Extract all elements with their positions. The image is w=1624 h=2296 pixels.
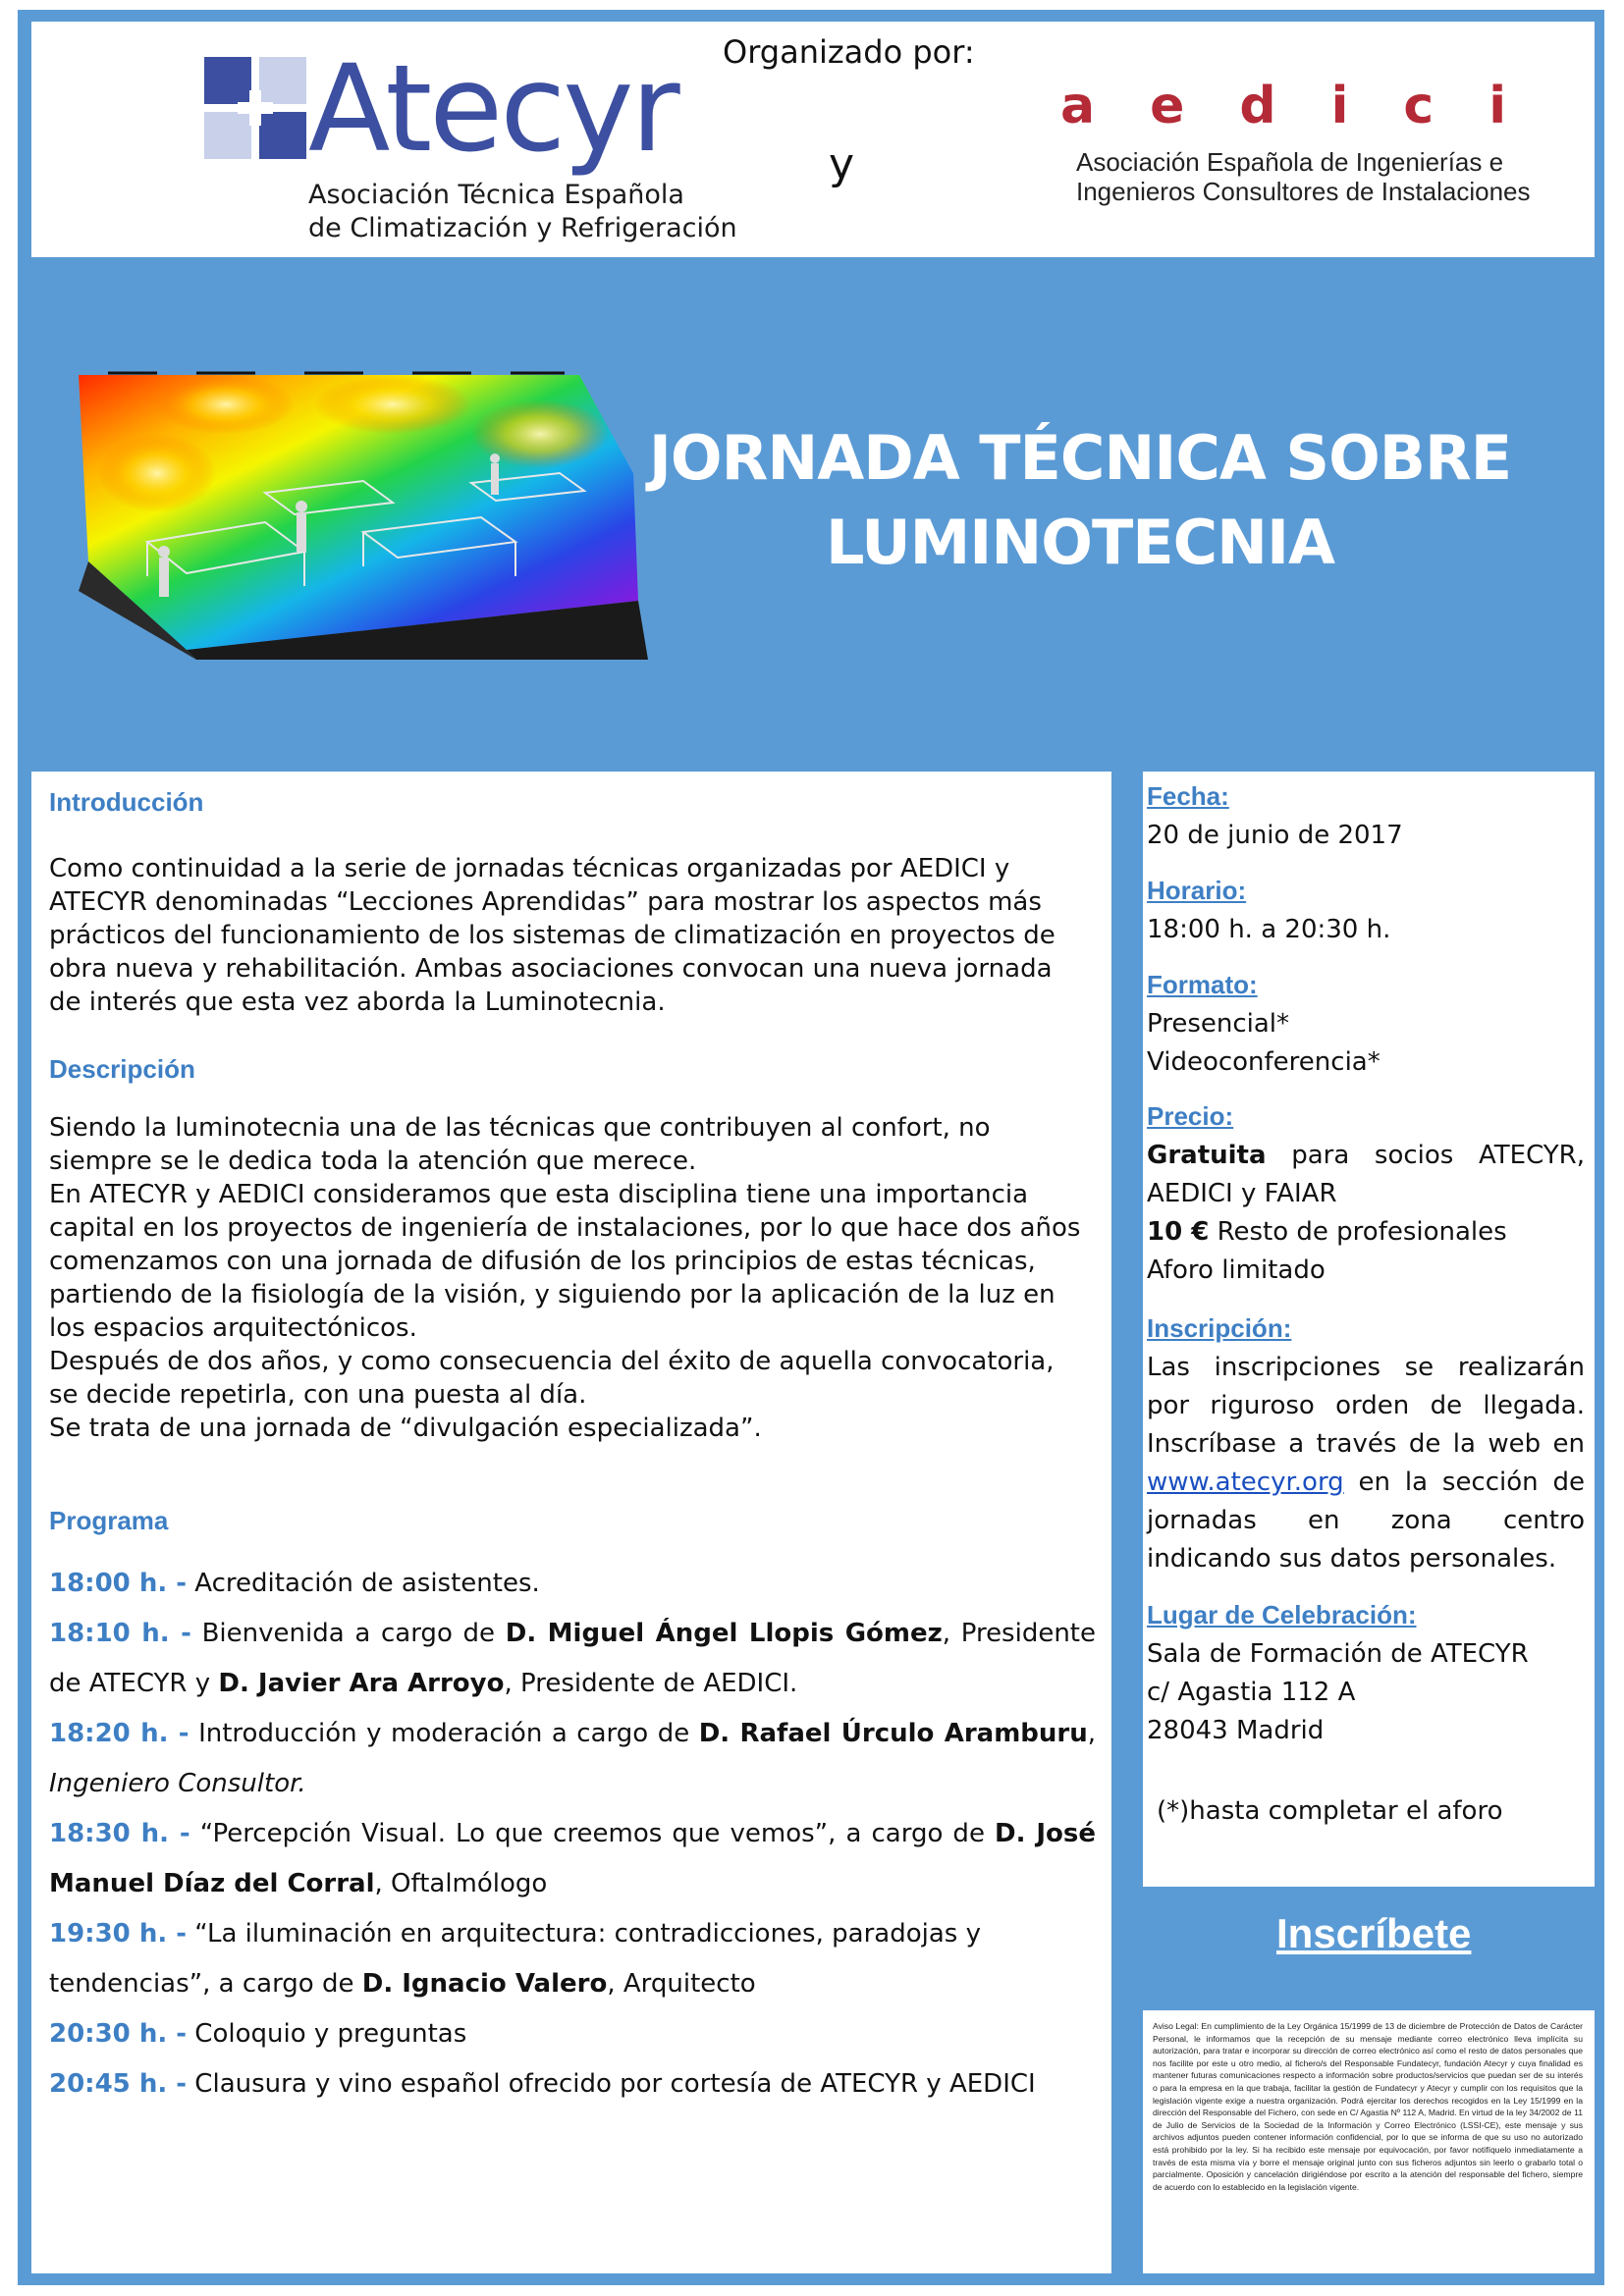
organizer-label: Organizado por: <box>723 33 975 71</box>
horario-value: 18:00 h. a 20:30 h. <box>1147 915 1391 944</box>
program-item: 18:10 h. - Bienvenida a cargo de D. Miguel Ángel Llopis Gómez, Presidente de ATECYR y D. Javier Ara Arroyo, Presidente de AEDICI. <box>49 1619 1096 1698</box>
header-panel <box>31 22 1595 257</box>
atecyr-logo-text: Atecyr <box>308 39 677 179</box>
program-item: 20:30 h. - Coloquio y preguntas <box>49 2019 467 2049</box>
main-content <box>31 772 1111 2273</box>
inscripcion-value: Las inscripciones se realizarán por riguroso orden de llegada. Inscríbase a través de la web en www.atecyr.org en la sección de jornadas en zona centro indicando sus datos personales. <box>1147 1353 1585 1574</box>
inscripcion-label: Inscripción: <box>1147 1313 1292 1343</box>
atecyr-logo-mark <box>204 57 306 159</box>
program-item: 18:20 h. - Introducción y moderación a cargo de D. Rafael Úrculo Aramburu, Ingeniero Consultor. <box>49 1719 1097 1798</box>
lugar-label: Lugar de Celebración: <box>1147 1600 1417 1629</box>
intro-heading: Introducción <box>49 787 204 817</box>
intro-text: Como continuidad a la serie de jornadas técnicas organizadas por AEDICI y ATECYR denominadas “Lecciones Aprendidas” para mostrar los aspectos más prácticos del funcionamiento de los sistemas de climatización en proyectos de obra nueva y rehabilitación. Ambas asociaciones convocan una nueva jornada de interés que esta vez aborda la Luminotecnia. <box>49 854 1056 1017</box>
lugar-value: Sala de Formación de ATECYR c/ Agastia 112 A 28043 Madrid <box>1147 1639 1529 1745</box>
event-title: JORNADA TÉCNICA SOBRE LUMINOTECNIA <box>648 422 1512 578</box>
register-link[interactable]: Inscríbete <box>1276 1910 1472 1956</box>
precio-label: Precio: <box>1147 1101 1234 1131</box>
aedici-logo-text: aedici <box>1060 77 1562 135</box>
atecyr-subtitle: Asociación Técnica Española de Climatización y Refrigeración <box>308 180 737 243</box>
conjunction: y <box>829 139 855 189</box>
fecha-value: 20 de junio de 2017 <box>1147 821 1403 850</box>
atecyr-website-link[interactable]: www.atecyr.org <box>1147 1468 1344 1497</box>
description-heading: Descripción <box>49 1054 195 1084</box>
formato-value: Presencial* Videoconferencia* <box>1147 1009 1380 1077</box>
program-item: 18:30 h. - “Percepción Visual. Lo que creemos que vemos”, a cargo de D. José Manuel Díaz del Corral, Oftalmólogo <box>49 1819 1097 1898</box>
description-text: Siendo la luminotecnia una de las técnicas que contribuyen al confort, no siempre se le dedica toda la atención que merece. En ATECYR y AEDICI consideramos que esta disciplina tiene una importancia capital en los proyectos de ingeniería de instalaciones, por lo que hace dos años comenzamos con una jornada de difusión de los principios de estas técnicas, partiendo de la fisiología de la visión, y siguiendo por la aplicación de la luz en los espacios arquitectónicos. Después de dos años, y como consecuencia del éxito de aquella convocatoria, se decide repetirla, con una puesta al día. Se trata de una jornada de “divulgación especializada”. <box>49 1113 1081 1443</box>
program-heading: Programa <box>49 1506 169 1535</box>
aedici-subtitle: Asociación Española de Ingenierías e Ingenieros Consultores de Instalaciones <box>1076 147 1531 206</box>
horario-label: Horario: <box>1147 876 1247 905</box>
program-item: 20:45 h. - Clausura y vino español ofrecido por cortesía de ATECYR y AEDICI <box>49 2069 1036 2099</box>
program-item: 18:00 h. - Acreditación de asistentes. <box>49 1569 540 1598</box>
legal-notice: Aviso Legal: En cumplimiento de la Ley Orgánica 15/1999 de 13 de diciembre de Protección de Datos de Carácter Personal, le informamos que la recepción de su mensaje mediante correo electrónico lleva implícita su autorización, para tratar e incorporar su dirección de correo electrónico así como el resto de datos personales que nos facilite por este u otro medio, al fichero/s del Responsable Fundatecyr, fundación Atecyr y cuya finalidad es mantener futuras comunicaciones respecto a información sobre productos/servicios que puedan ser de su interés o para la empresa en la que trabaja, facilitar la gestión de Fundatecyr y Atecyr y cumplir con los requisitos que la legislación vigente exige a nuestra organización. Podrá ejercitar los derechos recogidos en la Ley 15/1999 en la dirección del Responsable del Fichero, con sede en C/ Agastia Nº 112 A, Madrid. En virtud de la ley 34/2002 de 11 de Julio de Servicios de la Sociedad de la Información y Correo Electrónico (LSSI-CE), este mensaje y sus archivos adjuntos pueden contener información confidencial, por lo que se informa de que su uso no autorizado está prohibido por la ley. Si ha recibido este mensaje por equivocación, por favor notifíquelo inmediatamente a través de esta misma vía y borre el mensaje original junto con sus ficheros adjuntos sin leerlo o grabarlo total o parcialmente. Oposición y cancelación dirigiéndose por escrito a la atención del responsable del fichero, siempre de acuerdo con lo establecido en la legislación vigente. <box>1153 2021 1583 2192</box>
formato-label: Formato: <box>1147 970 1258 999</box>
program-list <box>49 1559 1096 2109</box>
legal-notice-panel <box>1143 2010 1595 2273</box>
program-item: 19:30 h. - “La iluminación en arquitectura: contradicciones, paradojas y tendencias”, a cargo de D. Ignacio Valero, Arquitecto <box>49 1919 981 1999</box>
info-panel <box>1143 772 1595 1887</box>
fecha-label: Fecha: <box>1147 781 1229 811</box>
lighting-simulation-image <box>69 365 648 660</box>
aforo-footnote: (*)hasta completar el aforo <box>1157 1796 1503 1826</box>
precio-value: Gratuita para socios ATECYR, AEDICI y FAIAR 10 € Resto de profesionales Aforo limitado <box>1147 1141 1585 1285</box>
